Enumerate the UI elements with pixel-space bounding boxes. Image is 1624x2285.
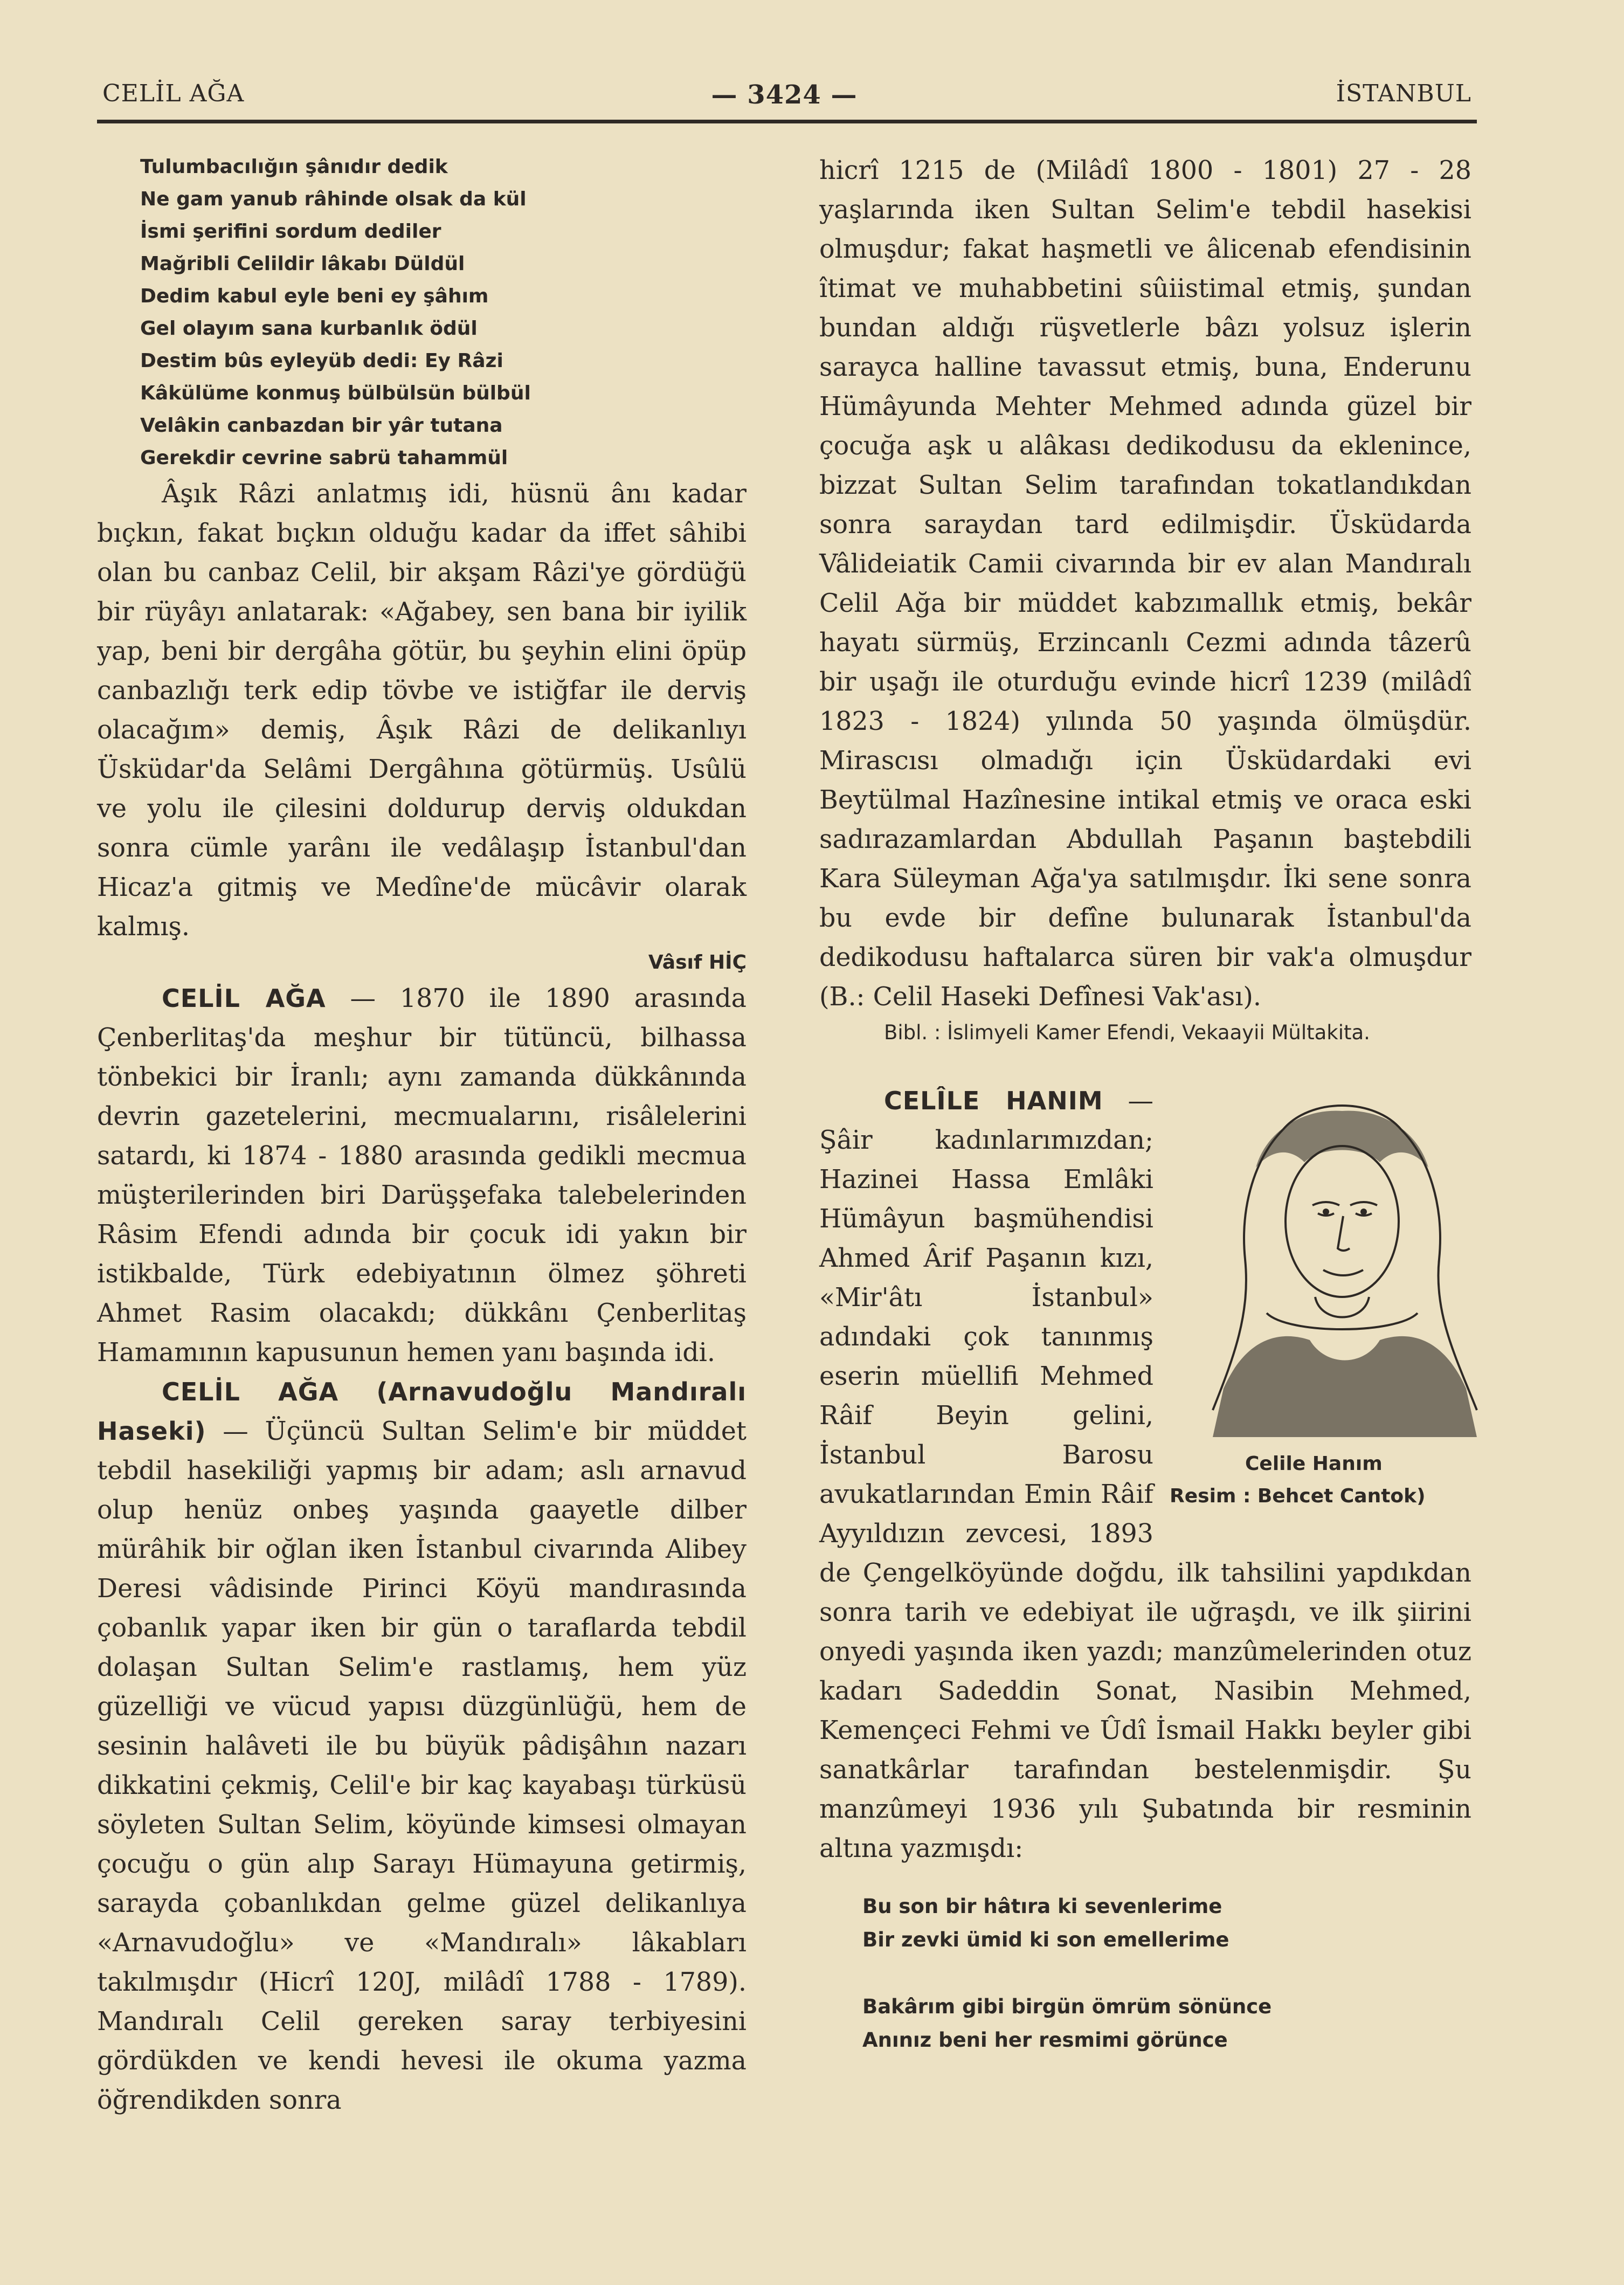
poem-line: Anınız beni her resmimi görünce <box>862 2028 1228 2052</box>
left-column <box>97 151 747 2120</box>
entry-celil-aga-tutuncu <box>97 979 747 1372</box>
paragraph-continuation: hicrî 1215 de (Milâdî 1800 - 1801) 27 - 28 yaşlarında iken Sultan Selim'e tebdil hasekisi olmuşdur; fakat haşmetli ve âlicenab efendisinin îtimat ve muhabbetini sûiistimal etmiş, şundan bundan aldığı rüşvetlerle bâzı yolsuz işlerin sarayca halline tavassut etmiş, buna, Enderunu Hümâyunda Mehter Mehmed adında güzel bir çocuğa aşk u alâkası dedikodusu da eklenince, bizzat Sultan Selim tarafından tokatlandıkdan sonra saraydan tard edilmişdir. Üsküdarda Vâlideiatik Camii civarında bir ev alan Mandıralı Celil Ağa bir müddet kabzımallık etmiş, bekâr hayatı sürmüş, Erzincanlı Cezmi adında tâzerû bir uşağı ile oturduğu evinde hicrî 1239 (milâdî 1823 - 1824) yılında 50 yaşında ölmüşdür. Mirascısı olmadığı için Üsküdardaki evi Beytülmal Hazînesine intikal etmiş ve oraca eski sadırazamlardan Abdullah Paşanın baştebdili Kara Süleyman Ağa'ya satılmışdır. İki sene sonra bu evde bir defîne bulunarak İstanbul'da dedikodusu haftalarca süren bir vak'a olmuşdur (B.: Celil Haseki Defînesi Vak'ası). <box>819 156 1471 1012</box>
page-header <box>97 80 1471 118</box>
caption-credit: Resim : Behcet Cantok) <box>1170 1485 1426 1507</box>
verse-line: Tulumbacılığın şânıdır dedik <box>140 156 448 178</box>
portrait-figure <box>1170 1087 1471 1545</box>
running-head-left: CELİL AĞA <box>102 80 245 107</box>
entry-title: CELİL AĞA <box>162 984 326 1013</box>
entry-title: CELİL AĞA (Arnavudoğlu Mandıralı Haseki) <box>97 1377 747 1446</box>
verse-line: Velâkin canbazdan bir yâr tutana <box>140 415 503 437</box>
poem-line: Bu son bir hâtıra ki sevenlerime <box>862 1895 1222 1918</box>
bibliography: Bibl. : İslimyeli Kamer Efendi, Vekaayii Mültakita. <box>884 1021 1370 1044</box>
caption-name: Celile Hanım <box>1245 1453 1383 1475</box>
portrait-caption <box>1170 1448 1493 1513</box>
verse-line: İsmi şerifini sordum dediler <box>140 220 441 243</box>
author-signature: Vâsıf HİÇ <box>648 951 747 974</box>
verse-line: Gerekdir cevrine sabrü tahammül <box>140 447 508 469</box>
header-rule <box>97 120 1477 123</box>
verse-line: Ne gam yanub râhinde olsak da kül <box>140 188 527 210</box>
page-number: — 3424 — <box>711 80 858 110</box>
verse-line: Dedim kabul eyle beni ey şâhım <box>140 285 489 307</box>
verse-line: Destim bûs eyleyüb dedi: Ey Râzi <box>140 350 503 372</box>
verse-block <box>140 151 747 474</box>
poem-line: Bir zevki ümid ki son emellerime <box>862 1928 1229 1951</box>
poem-block <box>862 1890 1471 2057</box>
verse-line: Kâkülüme konmuş bülbülsün bülbül <box>140 382 531 404</box>
entry-text: — Üçüncü Sultan Selim'e bir müddet tebdil hasekiliği yapmış bir adam; aslı arnavud olup henüz onbeş yaşında gaayetle dilber mürâhik bir oğlan iken İstanbul civarında Alibey Deresi vâdisinde Pirinci Köyü mandırasında çobanlık yapar iken bir gün o taraflarda tebdil dolaşan Sultan Selim'e rastlamış, hem yüz güzelliği ve vücud yapısı düzgünlüğü, hem de sesinin halâveti ile bu büyük pâdişâhın nazarı dikkatini çekmiş, Celil'e bir kaç kayabaşı türküsü söyleten Sultan Selim, köyünde kimsesi olmayan çocuğu o gün alıp Sarayı Hümayuna getirmiş, sarayda çobanlıkdan gelme güzel delikanlıya «Arnavudoğlu» ve «Mandıralı» lâkabları takılmışdır (Hicrî 120J, milâdî 1788 - 1789). Mandıralı Celil gereken saray terbiyesini gördükden ve kendi hevesi ile okuma yazma öğrendikden sonra <box>97 1417 747 2115</box>
entry-text: — Şâir kadınlarımızdan; Hazinei Hassa Emlâki Hümâyun başmühendisi Ahmed Ârif Paşanın kızı, «Mir'âtı İstanbul» adındaki çok tanınmış eserin müellifi Mehmed Râif Beyin gelini, İstanbul Barosu avukatlarından Emin Râif Ayyıldızın zevcesi, 1893 de Çengelköyünde doğdu, ilk tahsilini yapdıkdan sonra tarih ve edebiyat ile uğraşdı, ve ilk şiirini onyedi yaşında iken yazdı; manzûmelerinden otuz kadarı Sadeddin Sonat, Nasibin Mehmed, Kemençeci Fehmi ve Ûdî İsmail Hakkı beyler gibi sanatkârlar tarafından bestelenmişdir. Şu manzûmeyi 1936 yılı Şubatında bir resminin altına yazmışdı: <box>819 1086 1471 1863</box>
portrait-sketch-image <box>1202 1087 1482 1442</box>
entry-celil-aga-haseki <box>97 1372 747 2120</box>
poem-line: Bakârım gibi birgün ömrüm sönünce <box>862 1995 1272 2018</box>
verse-line: Gel olayım sana kurbanlık ödül <box>140 317 478 340</box>
entry-text: — 1870 ile 1890 arasında Çenberlitaş'da meşhur bir tütüncü, bilhassa tönbekici bir İranlı; aynı zamanda dükkânında devrin gazetelerini, mecmualarını, risâlelerini satardı, ki 1874 - 1880 arasında gedikli mecmua müşterilerinden biri Darüşşefaka talebelerinden Râsim Efendi adında bir çocuk idi yakın bir istikbalde, Türk edebiyatının ölmez şöhreti Ahmet Rasim olacakdı; dükkânı Çenberlitaş Hamamının kapusunun hemen yanı başında idi. <box>97 984 747 1368</box>
right-column <box>819 151 1471 2057</box>
verse-line: Mağribli Celildir lâkabı Düldül <box>140 253 465 275</box>
poem-line <box>862 1957 1471 1990</box>
running-head-right: İSTANBUL <box>1336 80 1471 107</box>
entry-title: CELÎLE HANIM <box>884 1086 1103 1115</box>
paragraph-asik-razi: Âşık Râzi anlatmış idi, hüsnü ânı kadar bıçkın, fakat bıçkın olduğu kadar da iffet sâhibi olan bu canbaz Celil, bir akşam Râzi'ye gördüğü bir rüyâyı anlatarak: «Ağabey, sen bana bir iyilik yap, beni bir dergâha götür, bu şeyhin elini öpüp canbazlığı terk edip tövbe ve istiğfar ile derviş olacağım» demiş, Âşık Râzi de delikanlıyı Üsküdar'da Selâmi Dergâhına götürmüş. Usûlü ve yolu ile çilesini doldurup derviş oldukdan sonra cümle yarânı ile vedâlaşıp İstanbul'dan Hicaz'a gitmiş ve Medîne'de mücâvir olarak kalmış. <box>97 479 747 942</box>
